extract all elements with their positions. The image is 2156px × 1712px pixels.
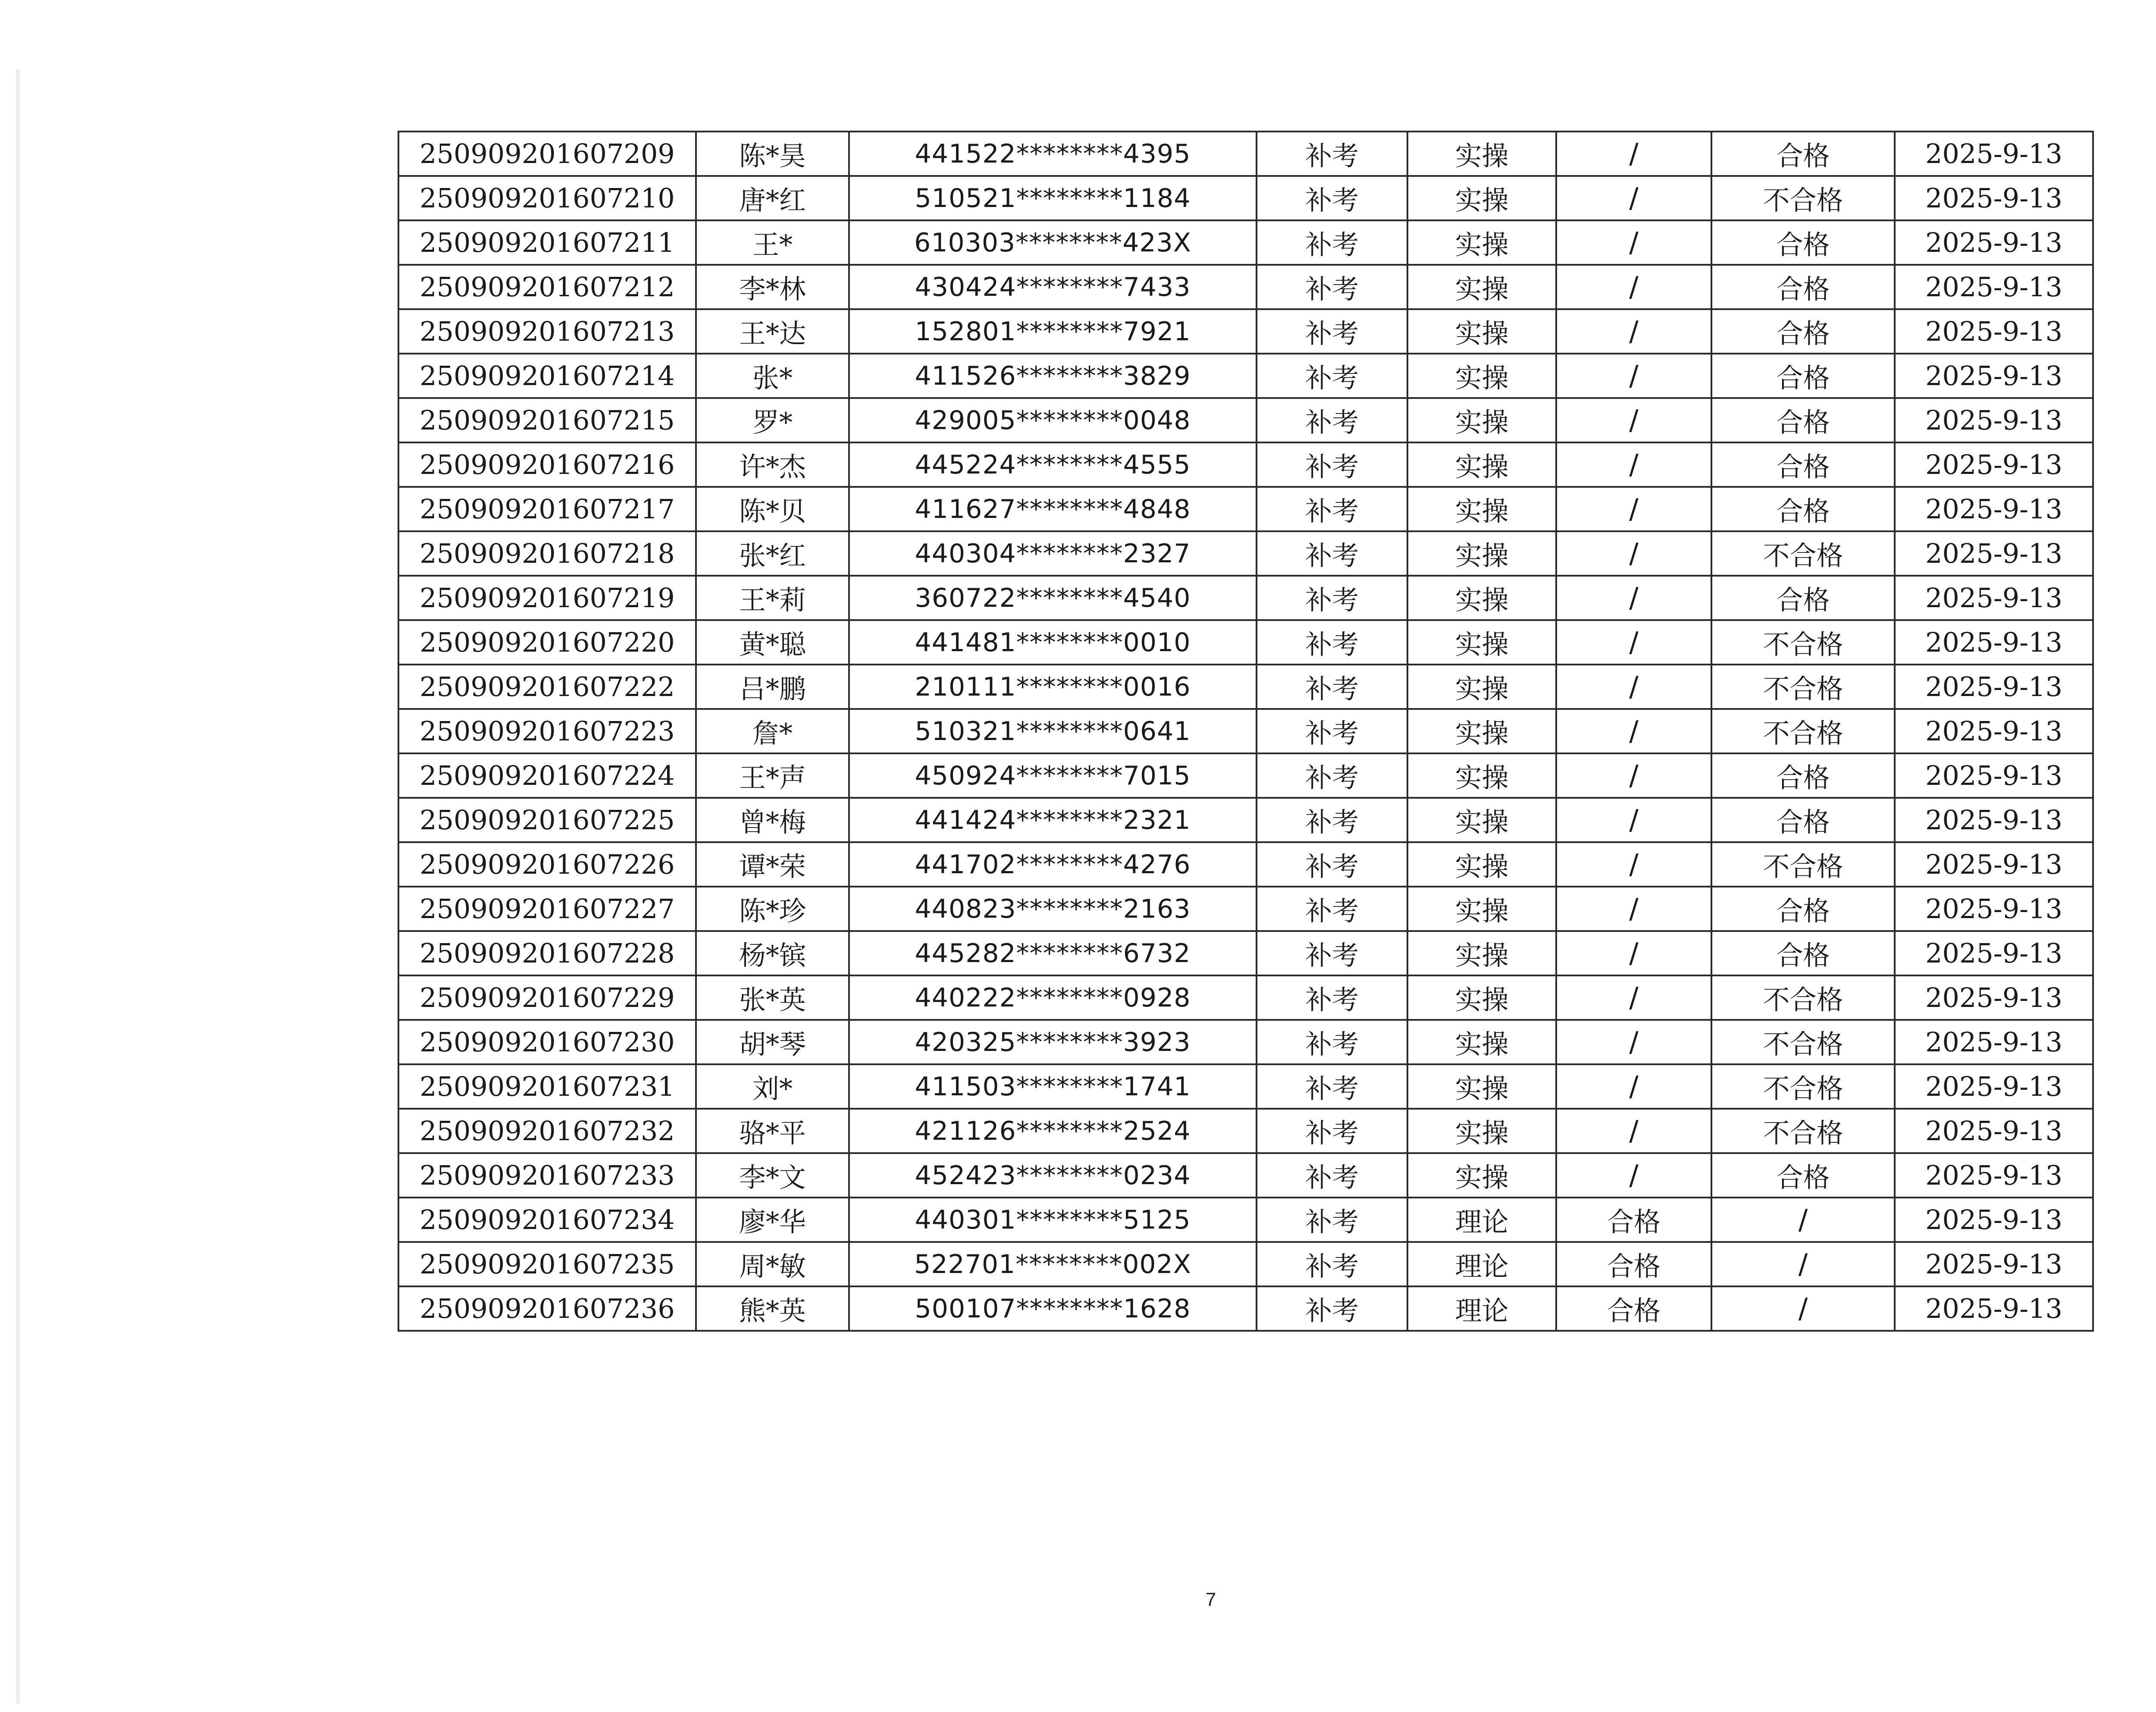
practice-result-cell: 合格 [1711,265,1895,309]
name-cell: 唐*红 [696,176,849,220]
name-cell: 谭*荣 [696,842,849,887]
name-cell: 王*达 [696,309,849,354]
theory-result-cell: / [1556,265,1711,309]
table-row [398,442,2093,487]
exam-id-cell: 250909201607219 [398,576,696,620]
name-cell: 刘* [696,1064,849,1109]
subject-cell: 实操 [1407,975,1556,1020]
theory-result-cell: / [1556,220,1711,265]
subject-cell: 实操 [1407,265,1556,309]
theory-result-cell: / [1556,931,1711,975]
practice-result-cell: 合格 [1711,442,1895,487]
practice-result-cell: 合格 [1711,1153,1895,1198]
date-cell: 2025-9-13 [1895,931,2093,975]
id-number-cell: 510321********0641 [849,709,1257,753]
table-row [398,576,2093,620]
date-cell: 2025-9-13 [1895,798,2093,842]
theory-result-cell: / [1556,887,1711,931]
exam-type-cell: 补考 [1257,842,1407,887]
subject-cell: 实操 [1407,753,1556,798]
practice-result-cell: 合格 [1711,132,1895,176]
practice-result-cell: 合格 [1711,798,1895,842]
id-number-cell: 360722********4540 [849,576,1257,620]
subject-cell: 实操 [1407,487,1556,531]
id-number-cell: 440823********2163 [849,887,1257,931]
table-row [398,398,2093,442]
table-row [398,798,2093,842]
id-number-cell: 452423********0234 [849,1153,1257,1198]
scan-edge-shadow [16,69,21,1703]
id-number-cell: 429005********0048 [849,398,1257,442]
exam-id-cell: 250909201607236 [398,1286,696,1331]
exam-type-cell: 补考 [1257,931,1407,975]
exam-id-cell: 250909201607231 [398,1064,696,1109]
theory-result-cell: / [1556,709,1711,753]
id-number-cell: 152801********7921 [849,309,1257,354]
date-cell: 2025-9-13 [1895,1020,2093,1064]
exam-id-cell: 250909201607225 [398,798,696,842]
exam-id-cell: 250909201607233 [398,1153,696,1198]
subject-cell: 实操 [1407,531,1556,576]
subject-cell: 实操 [1407,132,1556,176]
subject-cell: 实操 [1407,887,1556,931]
subject-cell: 理论 [1407,1198,1556,1242]
exam-id-cell: 250909201607224 [398,753,696,798]
exam-type-cell: 补考 [1257,887,1407,931]
table-row [398,487,2093,531]
id-number-cell: 441522********4395 [849,132,1257,176]
theory-result-cell: 合格 [1556,1242,1711,1286]
exam-type-cell: 补考 [1257,576,1407,620]
theory-result-cell: / [1556,176,1711,220]
exam-type-cell: 补考 [1257,1109,1407,1153]
subject-cell: 实操 [1407,665,1556,709]
theory-result-cell: / [1556,442,1711,487]
name-cell: 陈*贝 [696,487,849,531]
name-cell: 吕*鹏 [696,665,849,709]
id-number-cell: 522701********002X [849,1242,1257,1286]
name-cell: 陈*珍 [696,887,849,931]
table-row [398,753,2093,798]
exam-id-cell: 250909201607217 [398,487,696,531]
date-cell: 2025-9-13 [1895,576,2093,620]
theory-result-cell: / [1556,753,1711,798]
date-cell: 2025-9-13 [1895,487,2093,531]
practice-result-cell: 合格 [1711,487,1895,531]
practice-result-cell: 不合格 [1711,709,1895,753]
table-row [398,531,2093,576]
exam-id-cell: 250909201607210 [398,176,696,220]
id-number-cell: 440304********2327 [849,531,1257,576]
theory-result-cell: / [1556,1064,1711,1109]
exam-type-cell: 补考 [1257,531,1407,576]
table-row [398,1242,2093,1286]
table-row [398,620,2093,665]
exam-id-cell: 250909201607215 [398,398,696,442]
table-row [398,354,2093,398]
table-row [398,309,2093,354]
exam-type-cell: 补考 [1257,398,1407,442]
exam-type-cell: 补考 [1257,1198,1407,1242]
practice-result-cell: 合格 [1711,931,1895,975]
id-number-cell: 420325********3923 [849,1020,1257,1064]
name-cell: 王* [696,220,849,265]
practice-result-cell: 合格 [1711,309,1895,354]
exam-type-cell: 补考 [1257,1064,1407,1109]
id-number-cell: 440222********0928 [849,975,1257,1020]
name-cell: 曾*梅 [696,798,849,842]
exam-type-cell: 补考 [1257,176,1407,220]
table-row [398,1064,2093,1109]
date-cell: 2025-9-13 [1895,665,2093,709]
exam-id-cell: 250909201607216 [398,442,696,487]
subject-cell: 实操 [1407,842,1556,887]
subject-cell: 实操 [1407,709,1556,753]
exam-id-cell: 250909201607220 [398,620,696,665]
table-row [398,709,2093,753]
subject-cell: 实操 [1407,620,1556,665]
practice-result-cell: 不合格 [1711,842,1895,887]
date-cell: 2025-9-13 [1895,398,2093,442]
subject-cell: 实操 [1407,176,1556,220]
subject-cell: 实操 [1407,1109,1556,1153]
subject-cell: 实操 [1407,1153,1556,1198]
date-cell: 2025-9-13 [1895,842,2093,887]
practice-result-cell: 合格 [1711,753,1895,798]
exam-id-cell: 250909201607223 [398,709,696,753]
id-number-cell: 440301********5125 [849,1198,1257,1242]
date-cell: 2025-9-13 [1895,753,2093,798]
exam-id-cell: 250909201607213 [398,309,696,354]
subject-cell: 实操 [1407,442,1556,487]
id-number-cell: 500107********1628 [849,1286,1257,1331]
exam-type-cell: 补考 [1257,442,1407,487]
theory-result-cell: / [1556,576,1711,620]
practice-result-cell: 不合格 [1711,1020,1895,1064]
theory-result-cell: / [1556,798,1711,842]
exam-type-cell: 补考 [1257,753,1407,798]
id-number-cell: 210111********0016 [849,665,1257,709]
table-row [398,931,2093,975]
date-cell: 2025-9-13 [1895,1064,2093,1109]
name-cell: 廖*华 [696,1198,849,1242]
id-number-cell: 441481********0010 [849,620,1257,665]
date-cell: 2025-9-13 [1895,354,2093,398]
practice-result-cell: 不合格 [1711,665,1895,709]
theory-result-cell: / [1556,309,1711,354]
theory-result-cell: / [1556,620,1711,665]
exam-type-cell: 补考 [1257,709,1407,753]
theory-result-cell: / [1556,487,1711,531]
theory-result-cell: 合格 [1556,1286,1711,1331]
date-cell: 2025-9-13 [1895,1153,2093,1198]
exam-id-cell: 250909201607222 [398,665,696,709]
exam-id-cell: 250909201607228 [398,931,696,975]
table-row [398,1198,2093,1242]
theory-result-cell: / [1556,842,1711,887]
id-number-cell: 610303********423X [849,220,1257,265]
subject-cell: 理论 [1407,1242,1556,1286]
date-cell: 2025-9-13 [1895,709,2093,753]
name-cell: 王*莉 [696,576,849,620]
subject-cell: 实操 [1407,931,1556,975]
subject-cell: 实操 [1407,576,1556,620]
name-cell: 熊*英 [696,1286,849,1331]
practice-result-cell: 合格 [1711,398,1895,442]
id-number-cell: 411503********1741 [849,1064,1257,1109]
table-row [398,265,2093,309]
id-number-cell: 421126********2524 [849,1109,1257,1153]
name-cell: 詹* [696,709,849,753]
name-cell: 杨*镔 [696,931,849,975]
theory-result-cell: / [1556,354,1711,398]
id-number-cell: 510521********1184 [849,176,1257,220]
name-cell: 骆*平 [696,1109,849,1153]
subject-cell: 实操 [1407,798,1556,842]
exam-type-cell: 补考 [1257,1020,1407,1064]
exam-type-cell: 补考 [1257,220,1407,265]
subject-cell: 实操 [1407,398,1556,442]
exam-type-cell: 补考 [1257,354,1407,398]
name-cell: 陈*昊 [696,132,849,176]
table-row [398,1109,2093,1153]
results-table-body [398,132,2093,1331]
exam-type-cell: 补考 [1257,665,1407,709]
exam-id-cell: 250909201607230 [398,1020,696,1064]
exam-type-cell: 补考 [1257,620,1407,665]
practice-result-cell: 不合格 [1711,176,1895,220]
subject-cell: 实操 [1407,1064,1556,1109]
page-number: 7 [1205,1589,1216,1610]
theory-result-cell: / [1556,398,1711,442]
theory-result-cell: / [1556,1153,1711,1198]
table-row [398,220,2093,265]
table-row [398,132,2093,176]
date-cell: 2025-9-13 [1895,1286,2093,1331]
id-number-cell: 450924********7015 [849,753,1257,798]
id-number-cell: 445224********4555 [849,442,1257,487]
subject-cell: 实操 [1407,309,1556,354]
results-table-container [398,131,2094,1332]
table-row [398,1020,2093,1064]
theory-result-cell: / [1556,1020,1711,1064]
practice-result-cell: 不合格 [1711,531,1895,576]
exam-type-cell: 补考 [1257,487,1407,531]
exam-type-cell: 补考 [1257,1242,1407,1286]
date-cell: 2025-9-13 [1895,1198,2093,1242]
name-cell: 黄*聪 [696,620,849,665]
subject-cell: 实操 [1407,354,1556,398]
table-row [398,176,2093,220]
theory-result-cell: 合格 [1556,1198,1711,1242]
exam-id-cell: 250909201607214 [398,354,696,398]
subject-cell: 实操 [1407,220,1556,265]
id-number-cell: 441702********4276 [849,842,1257,887]
id-number-cell: 411526********3829 [849,354,1257,398]
exam-type-cell: 补考 [1257,265,1407,309]
name-cell: 许*杰 [696,442,849,487]
exam-id-cell: 250909201607209 [398,132,696,176]
table-row [398,887,2093,931]
date-cell: 2025-9-13 [1895,887,2093,931]
exam-id-cell: 250909201607235 [398,1242,696,1286]
date-cell: 2025-9-13 [1895,309,2093,354]
date-cell: 2025-9-13 [1895,132,2093,176]
subject-cell: 理论 [1407,1286,1556,1331]
name-cell: 王*声 [696,753,849,798]
practice-result-cell: 合格 [1711,354,1895,398]
practice-result-cell: / [1711,1286,1895,1331]
table-row [398,975,2093,1020]
name-cell: 罗* [696,398,849,442]
date-cell: 2025-9-13 [1895,975,2093,1020]
date-cell: 2025-9-13 [1895,620,2093,665]
theory-result-cell: / [1556,665,1711,709]
practice-result-cell: / [1711,1242,1895,1286]
id-number-cell: 411627********4848 [849,487,1257,531]
id-number-cell: 441424********2321 [849,798,1257,842]
practice-result-cell: 不合格 [1711,1109,1895,1153]
exam-id-cell: 250909201607232 [398,1109,696,1153]
practice-result-cell: 不合格 [1711,620,1895,665]
results-table [398,131,2094,1332]
date-cell: 2025-9-13 [1895,442,2093,487]
exam-id-cell: 250909201607227 [398,887,696,931]
exam-type-cell: 补考 [1257,975,1407,1020]
table-row [398,842,2093,887]
date-cell: 2025-9-13 [1895,265,2093,309]
table-row [398,665,2093,709]
theory-result-cell: / [1556,975,1711,1020]
name-cell: 张*红 [696,531,849,576]
table-row [398,1286,2093,1331]
date-cell: 2025-9-13 [1895,220,2093,265]
name-cell: 李*林 [696,265,849,309]
id-number-cell: 445282********6732 [849,931,1257,975]
exam-id-cell: 250909201607234 [398,1198,696,1242]
practice-result-cell: 不合格 [1711,975,1895,1020]
theory-result-cell: / [1556,531,1711,576]
exam-type-cell: 补考 [1257,1286,1407,1331]
practice-result-cell: 合格 [1711,220,1895,265]
date-cell: 2025-9-13 [1895,1109,2093,1153]
exam-id-cell: 250909201607218 [398,531,696,576]
theory-result-cell: / [1556,132,1711,176]
practice-result-cell: 不合格 [1711,1064,1895,1109]
name-cell: 李*文 [696,1153,849,1198]
exam-id-cell: 250909201607212 [398,265,696,309]
theory-result-cell: / [1556,1109,1711,1153]
date-cell: 2025-9-13 [1895,1242,2093,1286]
exam-type-cell: 补考 [1257,132,1407,176]
practice-result-cell: / [1711,1198,1895,1242]
exam-id-cell: 250909201607211 [398,220,696,265]
date-cell: 2025-9-13 [1895,176,2093,220]
date-cell: 2025-9-13 [1895,531,2093,576]
exam-type-cell: 补考 [1257,1153,1407,1198]
exam-id-cell: 250909201607226 [398,842,696,887]
practice-result-cell: 合格 [1711,887,1895,931]
exam-type-cell: 补考 [1257,798,1407,842]
name-cell: 周*敏 [696,1242,849,1286]
name-cell: 胡*琴 [696,1020,849,1064]
name-cell: 张*英 [696,975,849,1020]
table-row [398,1153,2093,1198]
name-cell: 张* [696,354,849,398]
id-number-cell: 430424********7433 [849,265,1257,309]
exam-type-cell: 补考 [1257,309,1407,354]
practice-result-cell: 合格 [1711,576,1895,620]
exam-id-cell: 250909201607229 [398,975,696,1020]
subject-cell: 实操 [1407,1020,1556,1064]
